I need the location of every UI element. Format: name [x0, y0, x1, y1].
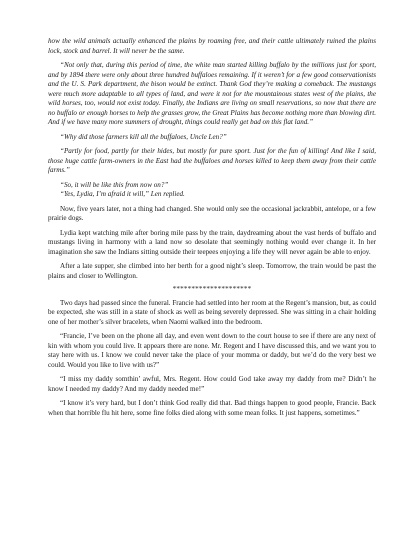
paragraph-2: “Not only that, during this period of time, the white man started killing buffalo by the millions just for sport, and by 1894 there were only about three hundred buffaloes remaining. If it weren’t for a few good conservationists and the U. S. Park department, the bison would be extinct. Thank God they’re making a comeback. The mustangs were much more adaptable to all types of land, and were it not for the mountainous states west of the plains, the wild horses, too, would not exist today. Finally, the Indians are living on small reservations, so now that there are no buffalo or enough horses to help the grasses grow, the Great Plains has become nothing more than blowing dirt. And if we have many more summers of drought, things could really get bad on this flat land.” — [48, 61, 376, 126]
paragraph-12: “I miss my daddy somthin’ awful, Mrs. Regent. How could God take away my daddy from me? Didn’t he know I needed my daddy? And my daddy needed me!” — [48, 375, 376, 393]
section-divider: ********************* — [172, 285, 252, 293]
paragraph-8: Lydia kept watching mile after boring mile pass by the train, daydreaming about the vast herds of buffalo and mustangs living in harmony with a land now so desolate that seemingly nothing would ever change it. In her imagination she saw the Indians sitting outside their teepees enjoying a life they will never again be able to enjoy. — [48, 228, 376, 256]
paragraph-1: how the wild animals actually enhanced the plains by roaming free, and their cattle ultimately ruined the plains lock, stock and barrel. It will never be the same. — [48, 37, 376, 55]
paragraph-9: After a late supper, she climbed into her berth for a good night’s sleep. Tomorrow, the train would be past the plains and closer to Wellington. — [48, 262, 376, 280]
paragraph-5: “So, it will be like this from now on?” — [60, 180, 169, 189]
paragraph-10: Two days had passed since the funeral. Francie had settled into her room at the Regent’s mansion, but, as could be expected, she was still in a state of shock as well as being severely depressed. She was sitting in a chair holding one of her mother’s silver bracelets, when Naomi walked into the bedroom. — [48, 298, 376, 326]
book-page — [48, 37, 376, 418]
paragraph-13: “I know it’s very hard, but I don’t think God really did that. Bad things happen to good people, Francie. Back when that horrible flu hit here, some fine folks died along with some mean folks. It just happens, sometimes.” — [48, 399, 376, 417]
paragraph-3: “Why did those farmers kill all the buffaloes, Uncle Len?” — [60, 132, 227, 141]
paragraph-4: “Partly for food, partly for their hides, but mostly for pure sport. Just for the fun of killing! And like I said, those huge cattle farm-owners in the East had the buffaloes and horses killed to keep them away from their cattle farms.” — [48, 147, 376, 174]
paragraph-6: “Yes, Lydia, I’m afraid it will,” Len replied. — [60, 190, 185, 198]
paragraph-11: “Francie, I’ve been on the phone all day, and even went down to the court house to see if there are any next of kin with whom you could live. It appears there are none. Mr. Regent and I have discussed this, and we want you to stay here with us. I know we could never take the place of your momma or daddy, but we’d do the very best we could. Would you like to live with us?” — [48, 332, 376, 369]
paragraph-7: Now, five years later, not a thing had changed. She would only see the occasional jackrabbit, antelope, or a few prairie dogs. — [48, 204, 376, 222]
